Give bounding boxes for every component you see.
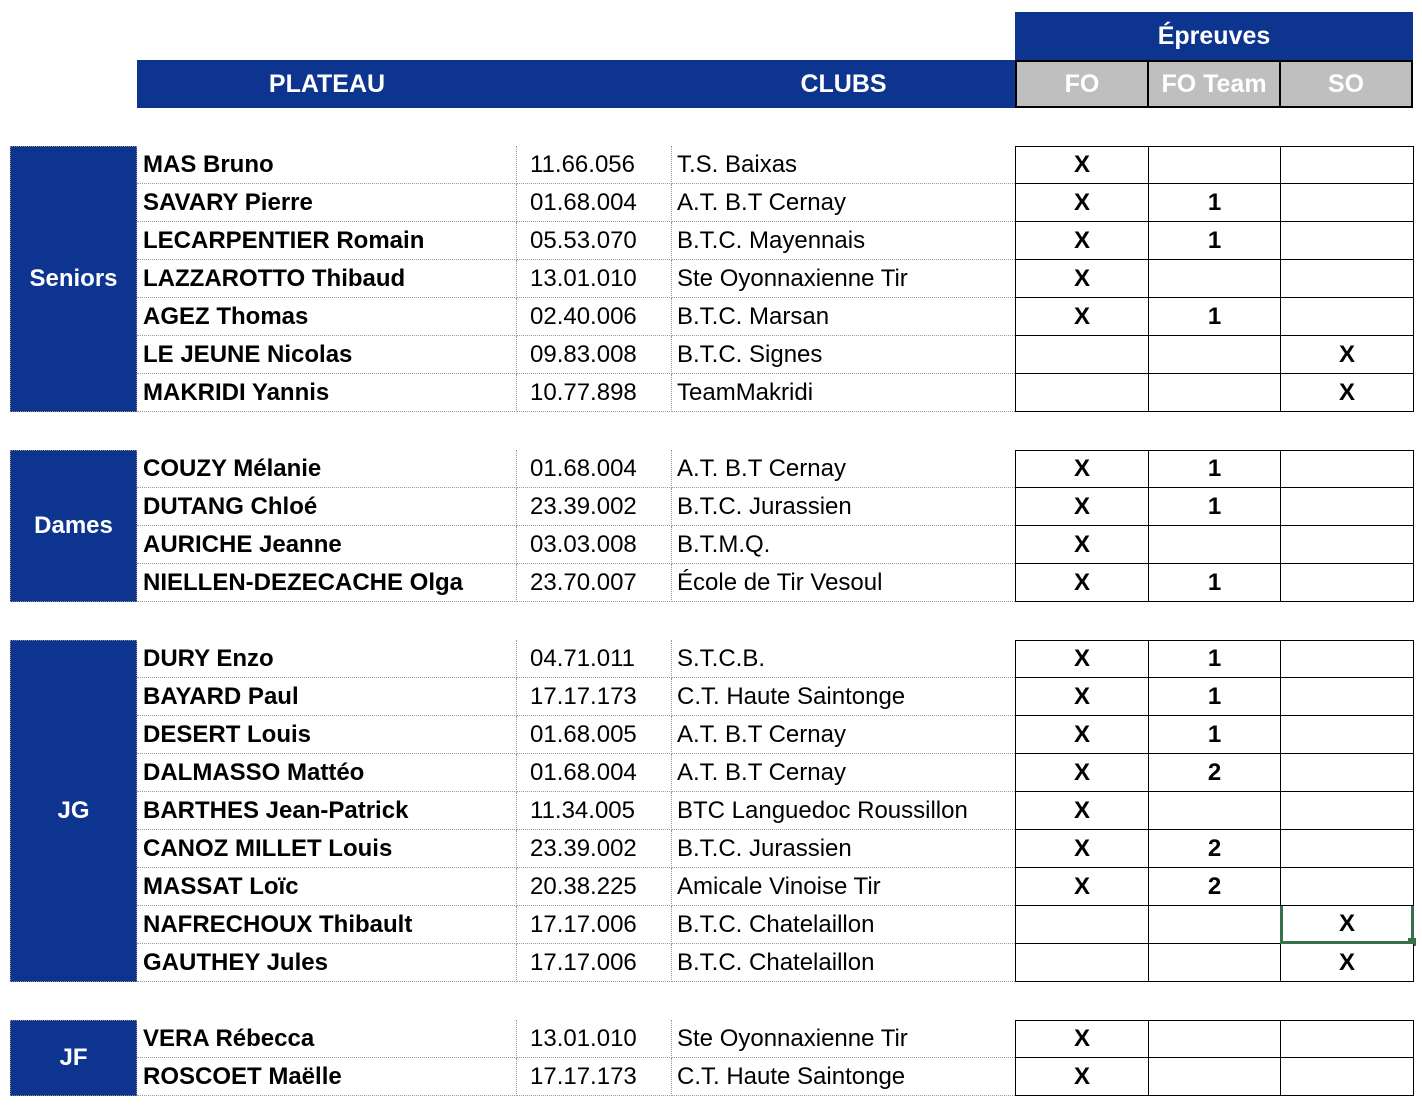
licence-number-cell[interactable]: 01.68.004 xyxy=(517,450,672,488)
competitor-name-cell[interactable]: LE JEUNE Nicolas xyxy=(137,336,517,374)
club-cell[interactable]: T.S. Baixas xyxy=(672,146,1015,184)
event-cell-fo[interactable]: X xyxy=(1015,830,1149,868)
licence-number-cell[interactable]: 03.03.008 xyxy=(517,526,672,564)
competitor-name-cell[interactable]: MAS Bruno xyxy=(137,146,517,184)
table-row xyxy=(10,374,1414,412)
event-cell-fo-team[interactable] xyxy=(1148,374,1281,412)
event-cell-fo-team[interactable]: 1 xyxy=(1148,184,1281,222)
licence-number-cell[interactable]: 10.77.898 xyxy=(517,374,672,412)
competitor-name-cell[interactable]: MAKRIDI Yannis xyxy=(137,374,517,412)
event-cell-fo[interactable] xyxy=(1015,944,1149,982)
licence-number-cell[interactable]: 09.83.008 xyxy=(517,336,672,374)
club-cell[interactable]: B.T.C. Signes xyxy=(672,336,1015,374)
table-row xyxy=(10,830,1414,868)
club-cell[interactable]: TeamMakridi xyxy=(672,374,1015,412)
plateau-header[interactable]: PLATEAU xyxy=(137,60,517,108)
club-cell[interactable]: B.T.C. Jurassien xyxy=(672,830,1015,868)
table-row xyxy=(10,336,1414,374)
event-cell-fo[interactable]: X xyxy=(1015,526,1149,564)
licence-number-cell[interactable]: 23.39.002 xyxy=(517,830,672,868)
competitor-name-cell[interactable]: MASSAT Loïc xyxy=(137,868,517,906)
club-cell[interactable]: A.T. B.T Cernay xyxy=(672,450,1015,488)
table-row xyxy=(10,678,1414,716)
event-cell-fo-team[interactable] xyxy=(1148,260,1281,298)
table-row xyxy=(10,1020,1414,1058)
table-row xyxy=(10,222,1414,260)
event-cell-so[interactable] xyxy=(1280,640,1414,678)
licence-number-cell[interactable]: 11.66.056 xyxy=(517,146,672,184)
category-group xyxy=(10,640,1414,982)
event-cell-so-selected[interactable]: X xyxy=(1280,906,1414,944)
licence-number-cell[interactable]: 05.53.070 xyxy=(517,222,672,260)
table-row xyxy=(10,640,1414,678)
event-cell-so[interactable]: X xyxy=(1280,374,1414,412)
licence-number-cell[interactable]: 13.01.010 xyxy=(517,260,672,298)
event-cell-fo[interactable]: X xyxy=(1015,754,1149,792)
event-cell-fo[interactable] xyxy=(1015,374,1149,412)
event-cell-fo-team[interactable]: 1 xyxy=(1148,298,1281,336)
event-cell-fo[interactable]: X xyxy=(1015,222,1149,260)
event-cell-fo-team[interactable] xyxy=(1148,336,1281,374)
event-cell-fo-team[interactable]: 2 xyxy=(1148,830,1281,868)
competitor-name-cell[interactable]: DALMASSO Mattéo xyxy=(137,754,517,792)
event-cell-fo-team[interactable]: 2 xyxy=(1148,754,1281,792)
competitor-name-cell[interactable]: DESERT Louis xyxy=(137,716,517,754)
club-cell[interactable]: B.T.C. Mayennais xyxy=(672,222,1015,260)
table-row xyxy=(10,868,1414,906)
licence-number-cell[interactable]: 17.17.006 xyxy=(517,906,672,944)
licence-number-cell[interactable]: 01.68.004 xyxy=(517,184,672,222)
event-cell-fo-team[interactable]: 1 xyxy=(1148,678,1281,716)
event-cell-so[interactable] xyxy=(1280,450,1414,488)
event-cell-so[interactable] xyxy=(1280,678,1414,716)
table-row xyxy=(10,450,1414,488)
event-cell-fo-team[interactable]: 1 xyxy=(1148,450,1281,488)
competitor-name-cell[interactable]: ROSCOET Maëlle xyxy=(137,1058,517,1096)
table-row xyxy=(10,146,1414,184)
table-row xyxy=(10,754,1414,792)
licence-number-cell[interactable]: 13.01.010 xyxy=(517,1020,672,1058)
club-cell[interactable]: A.T. B.T Cernay xyxy=(672,716,1015,754)
category-group xyxy=(10,146,1414,412)
event-cell-so[interactable] xyxy=(1280,222,1414,260)
event-cell-fo[interactable]: X xyxy=(1015,792,1149,830)
event-cell-so[interactable]: X xyxy=(1280,944,1414,982)
competitor-name-cell[interactable]: AGEZ Thomas xyxy=(137,298,517,336)
licence-number-cell[interactable]: 23.70.007 xyxy=(517,564,672,602)
club-cell[interactable]: Amicale Vinoise Tir xyxy=(672,868,1015,906)
event-cell-so[interactable] xyxy=(1280,1020,1414,1058)
event-cell-fo-team[interactable]: 1 xyxy=(1148,640,1281,678)
licence-number-cell[interactable]: 01.68.004 xyxy=(517,754,672,792)
clubs-header-spacer xyxy=(517,60,672,108)
table-row xyxy=(10,564,1414,602)
table-row xyxy=(10,1058,1414,1096)
event-cell-fo-team[interactable]: 1 xyxy=(1148,564,1281,602)
event-cell-fo-team[interactable] xyxy=(1148,526,1281,564)
event-cell-fo-team[interactable]: 1 xyxy=(1148,222,1281,260)
club-cell[interactable]: A.T. B.T Cernay xyxy=(672,184,1015,222)
table-row xyxy=(10,944,1414,982)
licence-number-cell[interactable]: 04.71.011 xyxy=(517,640,672,678)
event-cell-fo[interactable]: X xyxy=(1015,450,1149,488)
table-row xyxy=(10,716,1414,754)
licence-number-cell[interactable]: 23.39.002 xyxy=(517,488,672,526)
event-cell-fo[interactable] xyxy=(1015,906,1149,944)
event-cell-fo-team[interactable] xyxy=(1148,944,1281,982)
club-cell[interactable]: B.T.M.Q. xyxy=(672,526,1015,564)
table-row xyxy=(10,184,1414,222)
event-cell-so[interactable] xyxy=(1280,868,1414,906)
event-header-fo-team[interactable]: FO Team xyxy=(1147,60,1281,108)
table-row xyxy=(10,792,1414,830)
club-cell[interactable]: BTC Languedoc Roussillon xyxy=(672,792,1015,830)
event-cell-so[interactable] xyxy=(1280,754,1414,792)
event-cell-fo[interactable]: X xyxy=(1015,298,1149,336)
competitor-name-cell[interactable]: NIELLEN-DEZECACHE Olga xyxy=(137,564,517,602)
event-cell-fo-team[interactable] xyxy=(1148,792,1281,830)
event-cell-so[interactable] xyxy=(1280,526,1414,564)
event-cell-fo[interactable]: X xyxy=(1015,868,1149,906)
event-cell-fo[interactable]: X xyxy=(1015,1058,1149,1096)
club-cell[interactable]: École de Tir Vesoul xyxy=(672,564,1015,602)
event-cell-fo-team[interactable] xyxy=(1148,1058,1281,1096)
event-cell-fo[interactable]: X xyxy=(1015,716,1149,754)
event-cell-fo-team[interactable]: 1 xyxy=(1148,488,1281,526)
epreuves-header[interactable]: Épreuves xyxy=(1015,12,1413,60)
table-row xyxy=(10,260,1414,298)
competitor-name-cell[interactable]: LAZZAROTTO Thibaud xyxy=(137,260,517,298)
competitor-name-cell[interactable]: SAVARY Pierre xyxy=(137,184,517,222)
event-cell-fo[interactable]: X xyxy=(1015,564,1149,602)
event-cell-fo-team[interactable]: 2 xyxy=(1148,868,1281,906)
competitor-name-cell[interactable]: BARTHES Jean-Patrick xyxy=(137,792,517,830)
licence-number-cell[interactable]: 17.17.006 xyxy=(517,944,672,982)
event-cell-so[interactable] xyxy=(1280,488,1414,526)
event-cell-fo[interactable]: X xyxy=(1015,488,1149,526)
club-cell[interactable]: B.T.C. Chatelaillon xyxy=(672,906,1015,944)
club-cell[interactable]: A.T. B.T Cernay xyxy=(672,754,1015,792)
event-cell-so[interactable]: X xyxy=(1280,336,1414,374)
event-cell-fo-team[interactable]: 1 xyxy=(1148,716,1281,754)
competitor-name-cell[interactable]: GAUTHEY Jules xyxy=(137,944,517,982)
table-row xyxy=(10,906,1414,944)
category-label[interactable]: Dames xyxy=(10,450,137,602)
event-cell-so[interactable] xyxy=(1280,564,1414,602)
competitor-name-cell[interactable]: COUZY Mélanie xyxy=(137,450,517,488)
licence-number-cell[interactable]: 01.68.005 xyxy=(517,716,672,754)
table-row xyxy=(10,298,1414,336)
event-cell-so[interactable] xyxy=(1280,1058,1414,1096)
event-cell-fo[interactable]: X xyxy=(1015,146,1149,184)
event-cell-so[interactable] xyxy=(1280,792,1414,830)
event-cell-fo[interactable] xyxy=(1015,336,1149,374)
table-row xyxy=(10,526,1414,564)
category-group xyxy=(10,450,1414,602)
club-cell[interactable]: B.T.C. Chatelaillon xyxy=(672,944,1015,982)
event-cell-fo[interactable]: X xyxy=(1015,678,1149,716)
licence-number-cell[interactable]: 02.40.006 xyxy=(517,298,672,336)
table-row xyxy=(10,488,1414,526)
competitor-name-cell[interactable]: BAYARD Paul xyxy=(137,678,517,716)
competitor-name-cell[interactable]: DUTANG Chloé xyxy=(137,488,517,526)
event-cell-so[interactable] xyxy=(1280,716,1414,754)
club-cell[interactable]: B.T.C. Marsan xyxy=(672,298,1015,336)
event-cell-so[interactable] xyxy=(1280,830,1414,868)
competitor-name-cell[interactable]: DURY Enzo xyxy=(137,640,517,678)
category-label[interactable]: Seniors xyxy=(10,146,137,412)
event-cell-so[interactable] xyxy=(1280,298,1414,336)
club-cell[interactable]: B.T.C. Jurassien xyxy=(672,488,1015,526)
competitor-name-cell[interactable]: AURICHE Jeanne xyxy=(137,526,517,564)
competitor-name-cell[interactable]: VERA Rébecca xyxy=(137,1020,517,1058)
club-cell[interactable]: Ste Oyonnaxienne Tir xyxy=(672,1020,1015,1058)
event-header-so[interactable]: SO xyxy=(1279,60,1413,108)
event-cell-fo[interactable]: X xyxy=(1015,184,1149,222)
event-cell-so[interactable] xyxy=(1280,146,1414,184)
licence-number-cell[interactable]: 17.17.173 xyxy=(517,678,672,716)
licence-number-cell[interactable]: 17.17.173 xyxy=(517,1058,672,1096)
licence-number-cell[interactable]: 20.38.225 xyxy=(517,868,672,906)
competitor-name-cell[interactable]: CANOZ MILLET Louis xyxy=(137,830,517,868)
event-cell-fo[interactable]: X xyxy=(1015,1020,1149,1058)
event-cell-fo[interactable]: X xyxy=(1015,260,1149,298)
category-label[interactable]: JG xyxy=(10,640,137,982)
event-cell-fo-team[interactable] xyxy=(1148,146,1281,184)
event-cell-fo-team[interactable] xyxy=(1148,1020,1281,1058)
licence-number-cell[interactable]: 11.34.005 xyxy=(517,792,672,830)
competitor-name-cell[interactable]: NAFRECHOUX Thibault xyxy=(137,906,517,944)
event-cell-so[interactable] xyxy=(1280,184,1414,222)
event-cell-fo[interactable]: X xyxy=(1015,640,1149,678)
event-cell-fo-team[interactable] xyxy=(1148,906,1281,944)
event-header-fo[interactable]: FO xyxy=(1015,60,1149,108)
club-cell[interactable]: S.T.C.B. xyxy=(672,640,1015,678)
clubs-header[interactable]: CLUBS xyxy=(672,60,1015,108)
category-group xyxy=(10,1020,1414,1096)
club-cell[interactable]: Ste Oyonnaxienne Tir xyxy=(672,260,1015,298)
competitor-name-cell[interactable]: LECARPENTIER Romain xyxy=(137,222,517,260)
event-cell-so[interactable] xyxy=(1280,260,1414,298)
club-cell[interactable]: C.T. Haute Saintonge xyxy=(672,678,1015,716)
club-cell[interactable]: C.T. Haute Saintonge xyxy=(672,1058,1015,1096)
category-label[interactable]: JF xyxy=(10,1020,137,1096)
